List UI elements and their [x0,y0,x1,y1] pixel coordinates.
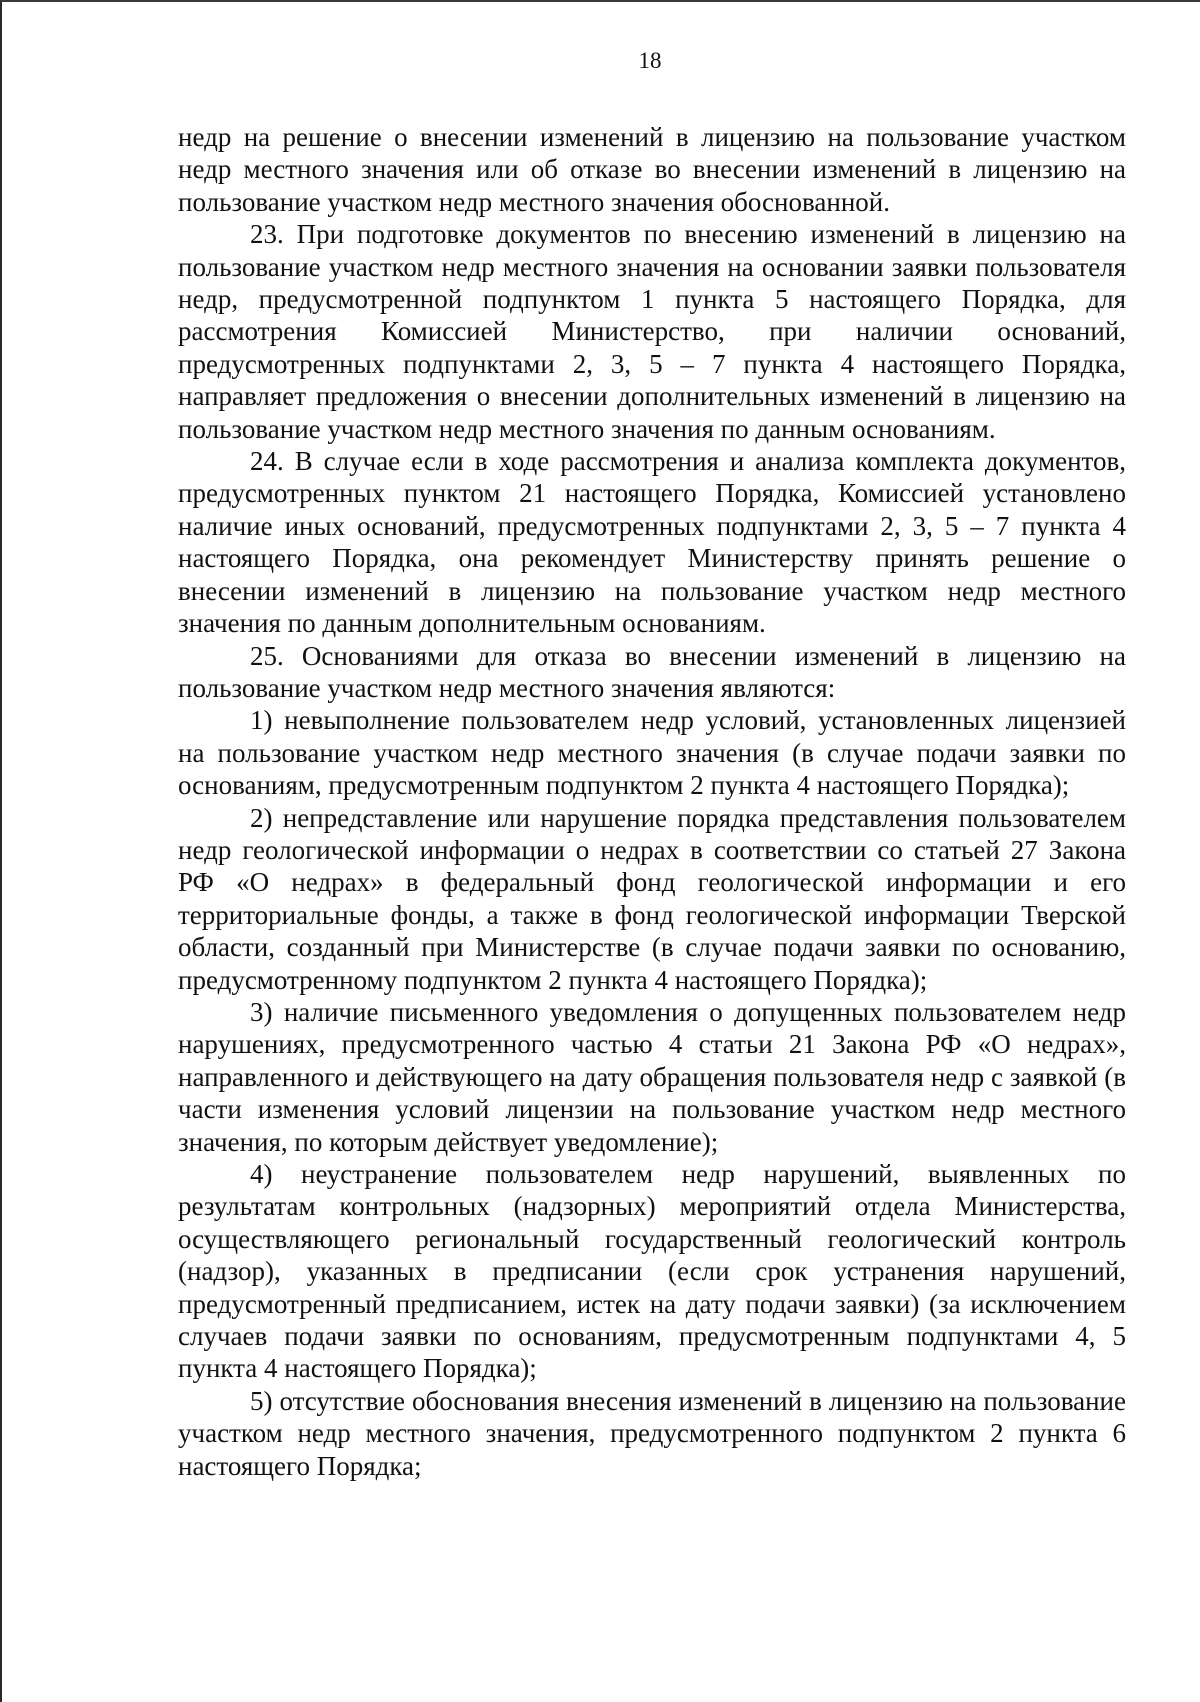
paragraph-25-item-4: 4) неустранение пользователем недр нарушений, выявленных по результатам контрольных (надзорных) мероприятий отдела Министерства, осуществляющего региональный государственный геологический контроль (надзор), указанных в предписании (если срок устранения нарушений, предусмотренный предписанием, истек на дату подачи заявки) (за исключением случаев подачи заявки по основаниям, предусмотренным подпунктами 4, 5 пункта 4 настоящего Порядка); [178,1159,1126,1384]
paragraph-23: 23. При подготовке документов по внесению изменений в лицензию на пользование участком недр местного значения на основании заявки пользователя недр, предусмотренной подпунктом 1 пункта 5 настоящего Порядка, для рассмотрения Комиссией Министерство, при наличии оснований, предусмотренных подпунктами 2, 3, 5 – 7 пункта 4 настоящего Порядка, направляет предложения о внесении дополнительных изменений в лицензию на пользование участком недр местного значения по данным основаниям. [178,219,1126,444]
document-body [178,121,1126,1482]
paragraph-25-item-3: 3) наличие письменного уведомления о допущенных пользователем недр нарушениях, предусмотренного частью 4 статьи 21 Закона РФ «О недрах», направленного и действующего на дату обращения пользователя недр с заявкой (в части изменения условий лицензии на пользование участком недр местного значения, по которым действует уведомление); [178,996,1126,1157]
scan-edge-left [0,0,2,1702]
paragraph-continuation: недр на решение о внесении изменений в лицензию на пользование участком недр местного значения или об отказе во внесении изменений в лицензию на пользование участком недр местного значения обоснованной. [178,122,1126,217]
paragraph-25-item-5: 5) отсутствие обоснования внесения изменений в лицензию на пользование участком недр местного значения, предусмотренного подпунктом 2 пункта 6 настоящего Порядка; [178,1385,1126,1481]
page-number: 18 [638,48,662,73]
paragraph-25-item-2: 2) непредставление или нарушение порядка представления пользователем недр геологической информации о недрах в соответствии со статьей 27 Закона РФ «О недрах» в федеральный фонд геологической информации и его территориальные фонды, а также в фонд геологической информации Тверской области, созданный при Министерстве (в случае подачи заявки по основанию, предусмотренному подпунктом 2 пункта 4 настоящего Порядка); [178,802,1126,995]
paragraph-25: 25. Основаниями для отказа во внесении изменений в лицензию на пользование участком недр местного значения являются: [178,640,1126,703]
paragraph-25-item-1: 1) невыполнение пользователем недр условий, установленных лицензией на пользование участком недр местного значения (в случае подачи заявки по основаниям, предусмотренным подпунктом 2 пункта 4 настоящего Порядка); [178,705,1126,801]
scan-edge-top [0,0,1200,2]
paragraph-24: 24. В случае если в ходе рассмотрения и анализа комплекта документов, предусмотренных пунктом 21 настоящего Порядка, Комиссией установлено наличие иных оснований, предусмотренных подпунктами 2, 3, 5 – 7 пункта 4 настоящего Порядка, она рекомендует Министерству принять решение о внесении изменений в лицензию на пользование участком недр местного значения по данным дополнительным основаниям. [178,446,1126,639]
